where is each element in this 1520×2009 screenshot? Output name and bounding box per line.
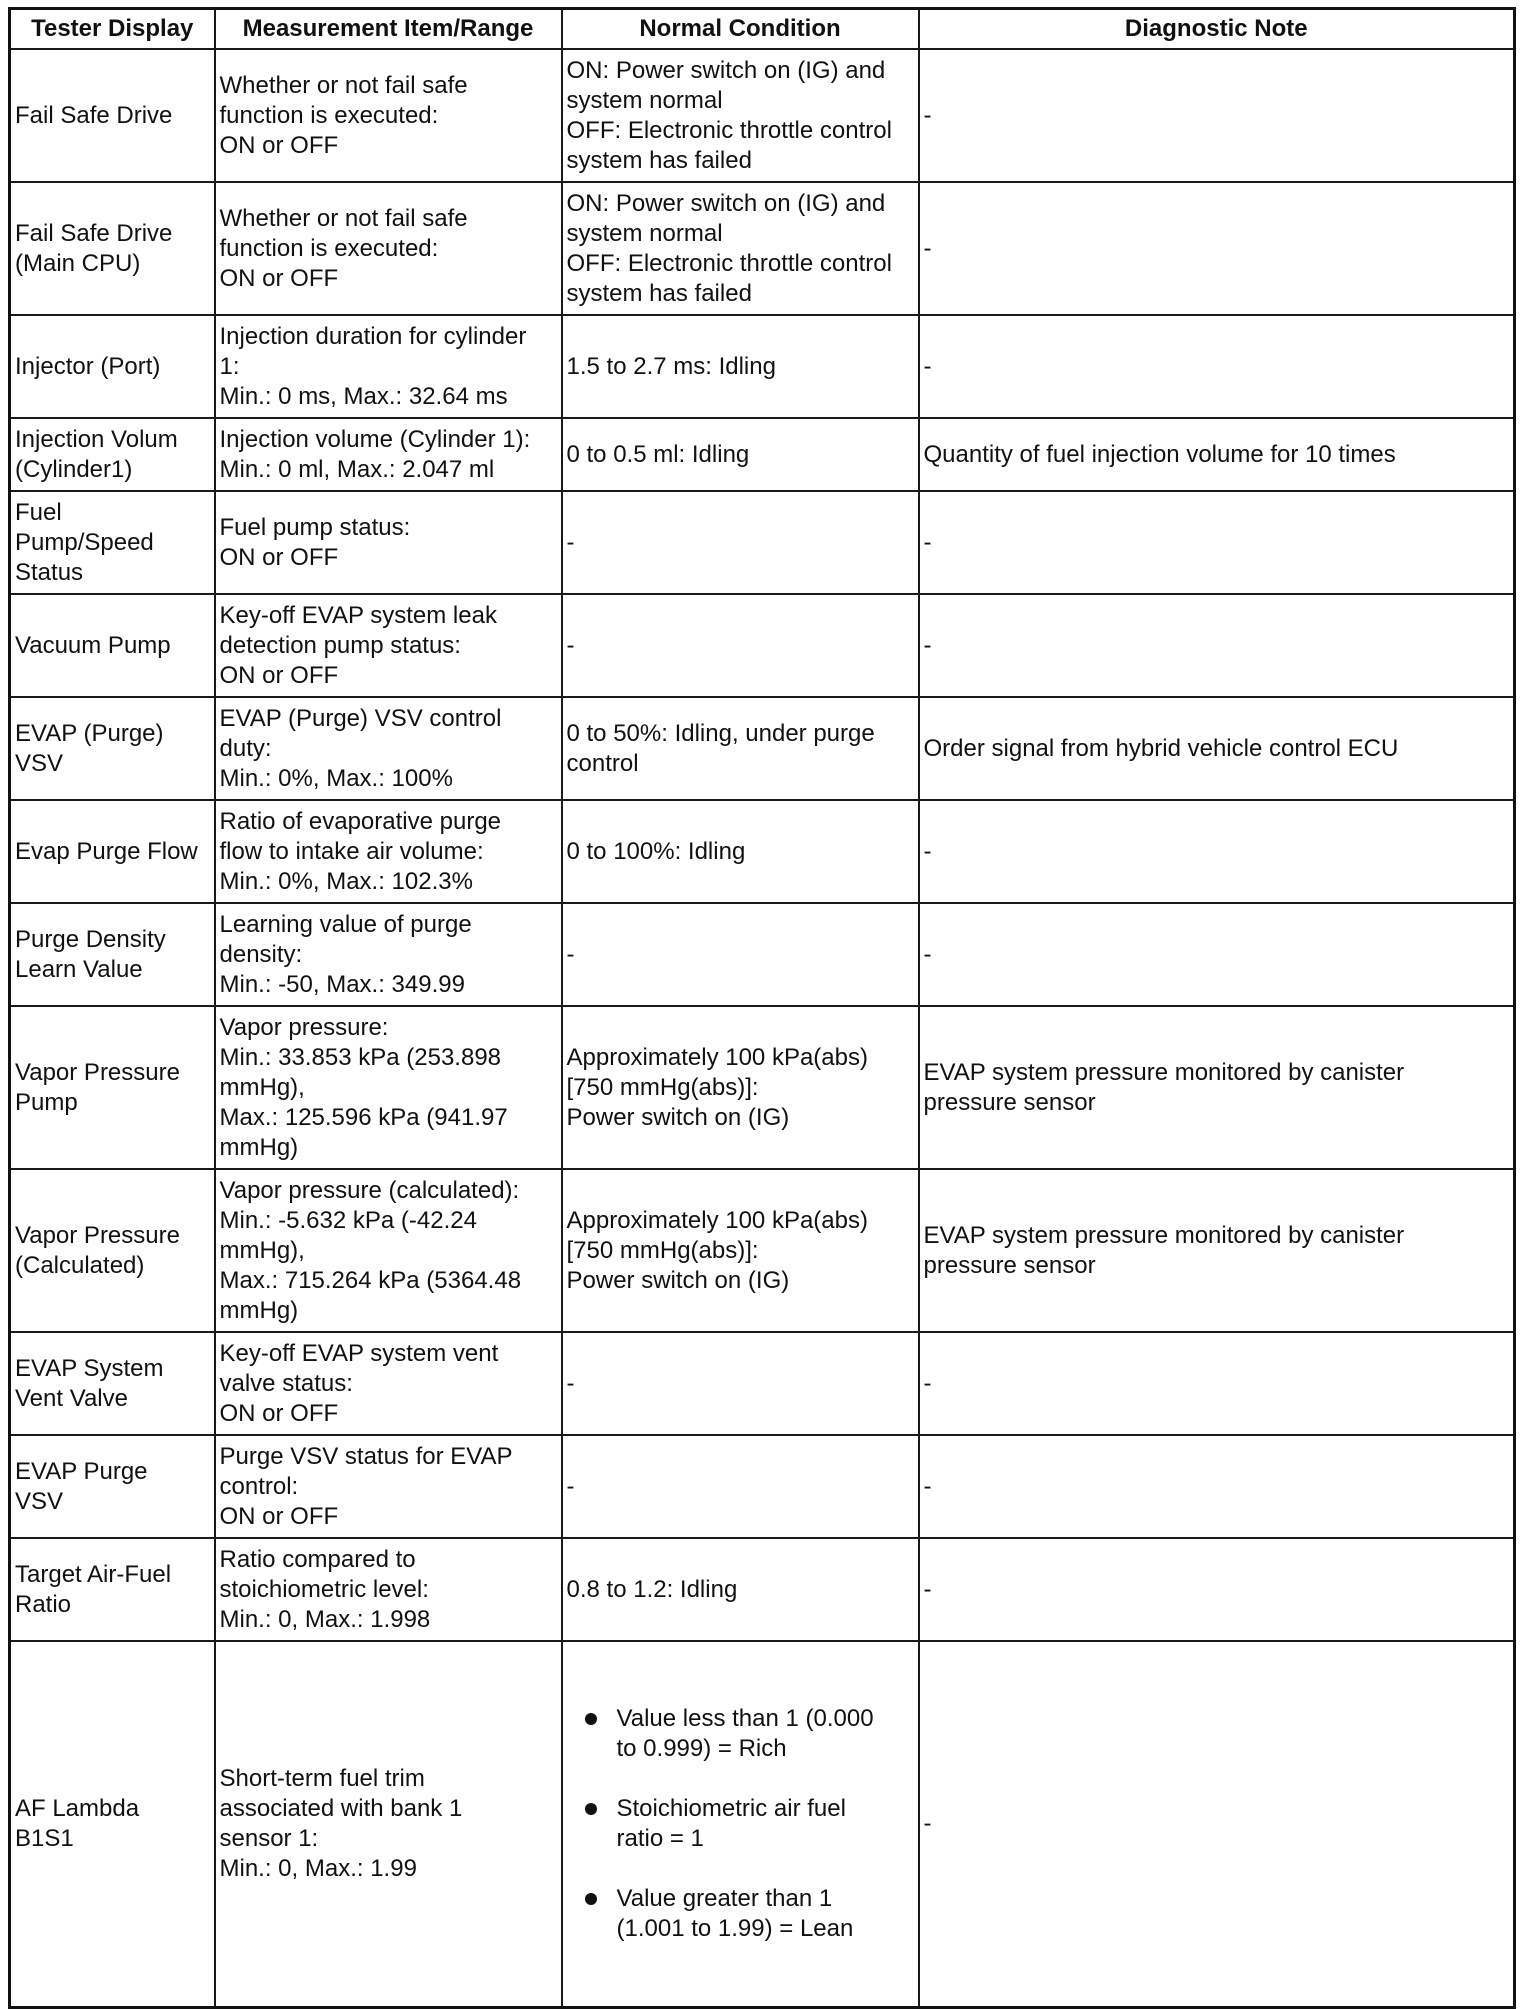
normal-condition-cell: 1.5 to 2.7 ms: Idling bbox=[562, 315, 919, 418]
measurement-item-cell: Short-term fuel trim associated with bank 1 sensor 1: Min.: 0, Max.: 1.99 bbox=[215, 1641, 562, 2008]
diagnostic-note-cell: - bbox=[919, 182, 1515, 315]
table-row bbox=[10, 491, 1515, 594]
tester-display-cell: Fuel Pump/Speed Status bbox=[10, 491, 215, 594]
measurement-item-cell: Fuel pump status: ON or OFF bbox=[215, 491, 562, 594]
data-list-table bbox=[8, 7, 1516, 2009]
tester-display-cell: Vacuum Pump bbox=[10, 594, 215, 697]
diagnostic-note-cell: Order signal from hybrid vehicle control ECU bbox=[919, 697, 1515, 800]
diagnostic-note-cell: EVAP system pressure monitored by canister pressure sensor bbox=[919, 1169, 1515, 1332]
measurement-item-cell: Ratio compared to stoichiometric level: Min.: 0, Max.: 1.998 bbox=[215, 1538, 562, 1641]
condition-bullet-text: Value less than 1 (0.000 to 0.999) = Rich bbox=[616, 1705, 874, 1762]
measurement-item-cell: Whether or not fail safe function is executed: ON or OFF bbox=[215, 182, 562, 315]
tester-display-cell: AF Lambda B1S1 bbox=[10, 1641, 215, 2008]
bullet-icon bbox=[585, 1893, 597, 1905]
list-item bbox=[585, 1794, 914, 1854]
condition-bullet-text: Stoichiometric air fuel ratio = 1 bbox=[616, 1795, 846, 1852]
measurement-item-cell: Vapor pressure: Min.: 33.853 kPa (253.898 mmHg), Max.: 125.596 kPa (941.97 mmHg) bbox=[215, 1006, 562, 1169]
bullet-icon bbox=[585, 1803, 597, 1815]
tester-display-cell: Vapor Pressure (Calculated) bbox=[10, 1169, 215, 1332]
tester-display-cell: Target Air-Fuel Ratio bbox=[10, 1538, 215, 1641]
tester-display-cell: Fail Safe Drive (Main CPU) bbox=[10, 182, 215, 315]
normal-condition-cell: - bbox=[562, 1332, 919, 1435]
normal-condition-cell: Approximately 100 kPa(abs) [750 mmHg(abs)]: Power switch on (IG) bbox=[562, 1006, 919, 1169]
diagnostic-note-cell: - bbox=[919, 594, 1515, 697]
tester-display-cell: EVAP System Vent Valve bbox=[10, 1332, 215, 1435]
table-header-row bbox=[10, 9, 1515, 50]
diagnostic-note-cell: - bbox=[919, 903, 1515, 1006]
measurement-item-cell: Key-off EVAP system leak detection pump status: ON or OFF bbox=[215, 594, 562, 697]
measurement-item-cell: Ratio of evaporative purge flow to intake air volume: Min.: 0%, Max.: 102.3% bbox=[215, 800, 562, 903]
diagnostic-note-cell: - bbox=[919, 1538, 1515, 1641]
normal-condition-cell: 0 to 100%: Idling bbox=[562, 800, 919, 903]
measurement-item-cell: Vapor pressure (calculated): Min.: -5.632 kPa (-42.24 mmHg), Max.: 715.264 kPa (5364.48 mmHg) bbox=[215, 1169, 562, 1332]
diagnostic-note-cell: EVAP system pressure monitored by canister pressure sensor bbox=[919, 1006, 1515, 1169]
table-row bbox=[10, 1538, 1515, 1641]
table-row bbox=[10, 315, 1515, 418]
condition-bullet-list bbox=[567, 1674, 914, 1974]
list-item bbox=[585, 1884, 914, 1944]
tester-display-cell: Injection Volum (Cylinder1) bbox=[10, 418, 215, 491]
normal-condition-cell: - bbox=[562, 1435, 919, 1538]
diagnostic-note-cell: - bbox=[919, 491, 1515, 594]
header-measurement-item: Measurement Item/Range bbox=[215, 9, 562, 50]
tester-display-cell: Fail Safe Drive bbox=[10, 49, 215, 182]
normal-condition-cell: ON: Power switch on (IG) and system normal OFF: Electronic throttle control system has failed bbox=[562, 182, 919, 315]
table-row bbox=[10, 1641, 1515, 2008]
header-tester-display: Tester Display bbox=[10, 9, 215, 50]
diagnostic-note-cell: - bbox=[919, 1641, 1515, 2008]
condition-bullet-text: Value greater than 1 (1.001 to 1.99) = Lean bbox=[616, 1885, 854, 1942]
header-normal-condition: Normal Condition bbox=[562, 9, 919, 50]
normal-condition-cell: 0 to 50%: Idling, under purge control bbox=[562, 697, 919, 800]
header-diagnostic-note: Diagnostic Note bbox=[919, 9, 1515, 50]
measurement-item-cell: Injection volume (Cylinder 1): Min.: 0 ml, Max.: 2.047 ml bbox=[215, 418, 562, 491]
table-row bbox=[10, 49, 1515, 182]
tester-display-cell: EVAP Purge VSV bbox=[10, 1435, 215, 1538]
diagnostic-note-cell: - bbox=[919, 315, 1515, 418]
normal-condition-cell: - bbox=[562, 903, 919, 1006]
table-row bbox=[10, 1332, 1515, 1435]
normal-condition-cell: 0 to 0.5 ml: Idling bbox=[562, 418, 919, 491]
diagnostic-note-cell: Quantity of fuel injection volume for 10 times bbox=[919, 418, 1515, 491]
tester-display-cell: Purge Density Learn Value bbox=[10, 903, 215, 1006]
table-row bbox=[10, 1435, 1515, 1538]
measurement-item-cell: Injection duration for cylinder 1: Min.: 0 ms, Max.: 32.64 ms bbox=[215, 315, 562, 418]
measurement-item-cell: Learning value of purge density: Min.: -50, Max.: 349.99 bbox=[215, 903, 562, 1006]
diagnostic-note-cell: - bbox=[919, 800, 1515, 903]
normal-condition-cell bbox=[562, 1641, 919, 2008]
normal-condition-cell: ON: Power switch on (IG) and system normal OFF: Electronic throttle control system has failed bbox=[562, 49, 919, 182]
tester-display-cell: Injector (Port) bbox=[10, 315, 215, 418]
tester-display-cell: Vapor Pressure Pump bbox=[10, 1006, 215, 1169]
data-list-document bbox=[8, 7, 1513, 2009]
table-row bbox=[10, 903, 1515, 1006]
table-row bbox=[10, 697, 1515, 800]
measurement-item-cell: Purge VSV status for EVAP control: ON or OFF bbox=[215, 1435, 562, 1538]
table-row bbox=[10, 1006, 1515, 1169]
normal-condition-cell: - bbox=[562, 491, 919, 594]
measurement-item-cell: Key-off EVAP system vent valve status: ON or OFF bbox=[215, 1332, 562, 1435]
list-item bbox=[585, 1704, 914, 1764]
diagnostic-note-cell: - bbox=[919, 1332, 1515, 1435]
normal-condition-cell: - bbox=[562, 594, 919, 697]
measurement-item-cell: Whether or not fail safe function is executed: ON or OFF bbox=[215, 49, 562, 182]
table-row bbox=[10, 800, 1515, 903]
measurement-item-cell: EVAP (Purge) VSV control duty: Min.: 0%, Max.: 100% bbox=[215, 697, 562, 800]
normal-condition-cell: Approximately 100 kPa(abs) [750 mmHg(abs)]: Power switch on (IG) bbox=[562, 1169, 919, 1332]
tester-display-cell: Evap Purge Flow bbox=[10, 800, 215, 903]
table-row bbox=[10, 182, 1515, 315]
diagnostic-note-cell: - bbox=[919, 1435, 1515, 1538]
table-row bbox=[10, 1169, 1515, 1332]
bullet-icon bbox=[585, 1713, 597, 1725]
tester-display-cell: EVAP (Purge) VSV bbox=[10, 697, 215, 800]
diagnostic-note-cell: - bbox=[919, 49, 1515, 182]
table-row bbox=[10, 594, 1515, 697]
normal-condition-cell: 0.8 to 1.2: Idling bbox=[562, 1538, 919, 1641]
table-row bbox=[10, 418, 1515, 491]
